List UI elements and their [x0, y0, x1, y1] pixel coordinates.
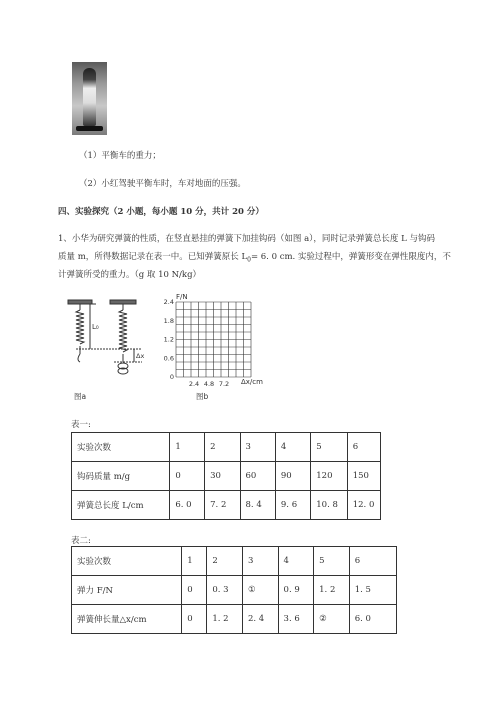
table-cell: 5 [314, 547, 350, 576]
table-cell: 实验次数 [72, 547, 182, 576]
x-tick-label: 7.2 [218, 380, 230, 388]
figure-b-caption: 图b [196, 392, 209, 401]
table-2 [71, 546, 397, 634]
table-cell: 0. 3 [207, 576, 243, 605]
table-cell: 3. 6 [278, 605, 314, 634]
table-cell: 0. 9 [278, 576, 314, 605]
table-cell: 2 [207, 547, 243, 576]
table-cell: 实验次数 [72, 433, 170, 462]
table-cell: 7. 2 [205, 491, 240, 520]
table-cell: 弹簧伸长量△x/cm [72, 605, 182, 634]
problem-line-2: 质量 m，所得数据记录在表一中。已知弹簧原长 $L_0= 6$. 0 cm. 实验过程中，弹簧形变在弹性限度内，不 [58, 252, 451, 264]
table-cell: 30 [205, 462, 240, 491]
table-cell: 6. 0 [349, 605, 396, 634]
table2-caption: 表二: [71, 536, 91, 546]
table-cell: 4 [278, 547, 314, 576]
table-cell: 12. 0 [347, 491, 380, 520]
question-1: （1）平衡车的重力； [79, 151, 161, 161]
table-cell: 3 [242, 547, 278, 576]
balance-car-photo [72, 62, 107, 135]
figure-b-graph [156, 292, 268, 404]
y-tick-label: 1.2 [163, 335, 174, 344]
label-dx: Δx [136, 352, 145, 360]
girl-figure [83, 68, 96, 126]
table-cell: 10. 8 [311, 491, 347, 520]
table-row [72, 433, 381, 462]
section-title: 四、实验探究（2 小题，每小题 10 分，共计 20 分） [58, 207, 264, 217]
question-2: （2）小红驾驶平衡车时，车对地面的压强。 [79, 179, 246, 189]
table-cell: 6 [347, 433, 380, 462]
balance-board [76, 126, 103, 131]
y-tick-label: 0 [169, 373, 174, 381]
y-tick-label: 1.8 [163, 316, 174, 325]
label-L0: L₀ [92, 323, 99, 331]
table-cell: 90 [275, 462, 310, 491]
table-cell: 1. 2 [314, 576, 350, 605]
problem-line-1: 1、小华为研究弹簧的性质，在竖直悬挂的弹簧下加挂钩码（如图 a），同时记录弹簧总长度 L 与钩码 [58, 234, 435, 244]
table-row [72, 462, 381, 491]
table-cell: 6. 0 [170, 491, 205, 520]
table-cell: 120 [311, 462, 347, 491]
table-cell: 1. 5 [349, 576, 396, 605]
table-cell: 9. 6 [275, 491, 310, 520]
table-cell: ② [314, 605, 350, 634]
table1-caption: 表一: [71, 420, 91, 430]
y-tick-label: 2.4 [163, 298, 174, 306]
table-cell: 5 [311, 433, 347, 462]
table-cell: 60 [240, 462, 275, 491]
table-cell: 1 [182, 547, 207, 576]
figure-a-springs [66, 296, 156, 406]
table-cell: 钩码质量 m/g [72, 462, 170, 491]
table-row [72, 605, 397, 634]
x-axis-label: Δx/cm [241, 378, 263, 386]
table-row [72, 576, 397, 605]
table-cell: 1 [170, 433, 205, 462]
figure-a-caption: 图a [74, 392, 87, 401]
table-cell: 3 [240, 433, 275, 462]
table-cell: 8. 4 [240, 491, 275, 520]
table-cell: 2 [205, 433, 240, 462]
table-cell: 150 [347, 462, 380, 491]
y-axis-label: F/N [176, 293, 188, 301]
table-1 [71, 432, 381, 520]
table-cell: 2. 4 [242, 605, 278, 634]
table-cell: 0 [170, 462, 205, 491]
x-tick-label: 2.4 [188, 380, 200, 388]
table-row [72, 491, 381, 520]
table-cell: 弹力 F/N [72, 576, 182, 605]
table-cell: 4 [275, 433, 310, 462]
table-cell: 0 [182, 576, 207, 605]
table-cell: ① [242, 576, 278, 605]
problem-line-3: 计弹簧所受的重力。（g 取 10 N/kg） [58, 270, 202, 280]
table-cell: 1. 2 [207, 605, 243, 634]
table-cell: 弹簧总长度 L/cm [72, 491, 170, 520]
table-cell: 0 [182, 605, 207, 634]
table-cell: 6 [349, 547, 396, 576]
y-tick-label: 0.6 [163, 354, 174, 363]
x-tick-label: 4.8 [203, 380, 215, 388]
table-row [72, 547, 397, 576]
